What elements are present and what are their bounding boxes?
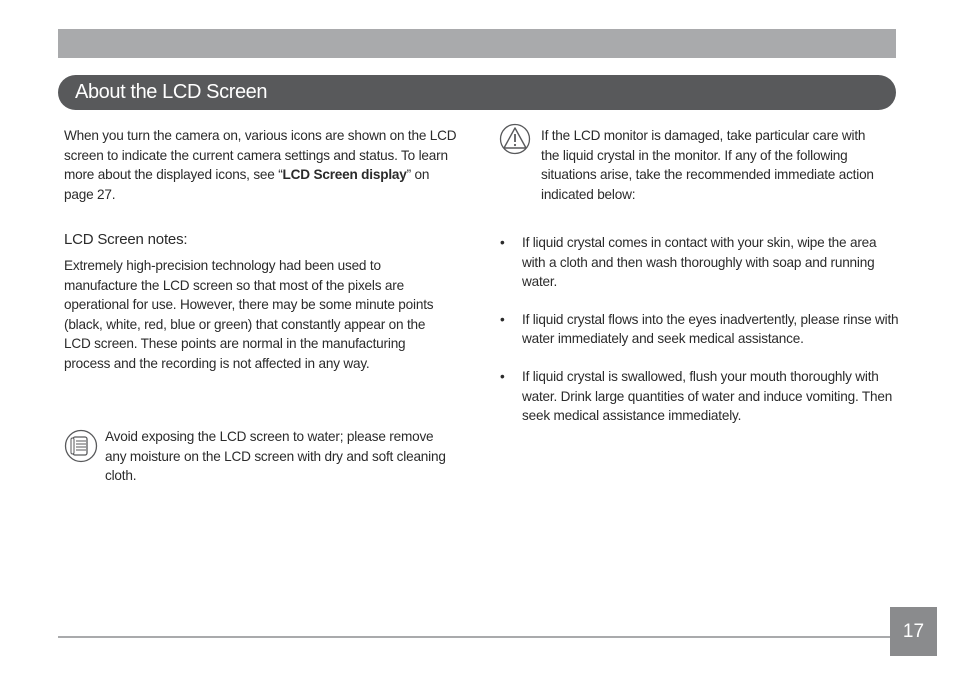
memo-note-text: Avoid exposing the LCD screen to water; please remove any moisture on the LCD screen with dry and soft cleaning cloth.	[105, 429, 446, 484]
list-item-text: If liquid crystal is swallowed, flush your mouth thoroughly with water. Drink large quantities of water and induce vomiting. Then seek medical assistance immediately.	[522, 368, 893, 424]
notes-title: LCD Screen notes:	[64, 231, 188, 248]
notes-body: Extremely high-precision technology had been used to manufacture the LCD screen so that most of the pixels are operational for use. However, there may be some minute points (black, white, red, blue or green) that constantly appear on the LCD screen. These points are normal in the manufacturing process and the recording is not affected in any way.	[64, 258, 434, 371]
intro-text-after: ” on page 27.	[64, 167, 430, 202]
bullet-marker: •	[500, 311, 505, 327]
warning-triangle-icon	[499, 122, 531, 156]
intro-paragraph	[64, 126, 459, 204]
bullet-marker: •	[500, 368, 505, 384]
warning-action-list	[500, 233, 900, 426]
section-header	[58, 75, 896, 110]
list-item-text: If liquid crystal flows into the eyes inadvertently, please rinse with water immediately and seek medical assistance.	[522, 311, 899, 347]
section-title: About the LCD Screen	[75, 81, 268, 103]
footer-divider	[58, 636, 890, 638]
list-item	[500, 310, 900, 349]
list-item	[500, 233, 900, 292]
intro-text-before: When you turn the camera on, various icons are shown on the LCD screen to indicate the current camera settings and status. To learn more about the displayed icons, see “	[64, 128, 457, 183]
top-decorative-bar	[58, 29, 896, 58]
list-item-text: If liquid crystal comes in contact with your skin, wipe the area with a cloth and then wash thoroughly with soap and running water.	[522, 235, 877, 290]
warning-text: If the LCD monitor is damaged, take particular care with the liquid crystal in the monitor. If any of the following situations arise, take the recommended immediate action indicated below:	[541, 128, 874, 202]
bullet-marker: •	[500, 235, 505, 250]
page-number: 17	[890, 607, 937, 656]
intro-reference-link: LCD Screen display	[282, 167, 407, 183]
list-item	[500, 367, 900, 426]
memo-note-icon	[64, 429, 98, 463]
